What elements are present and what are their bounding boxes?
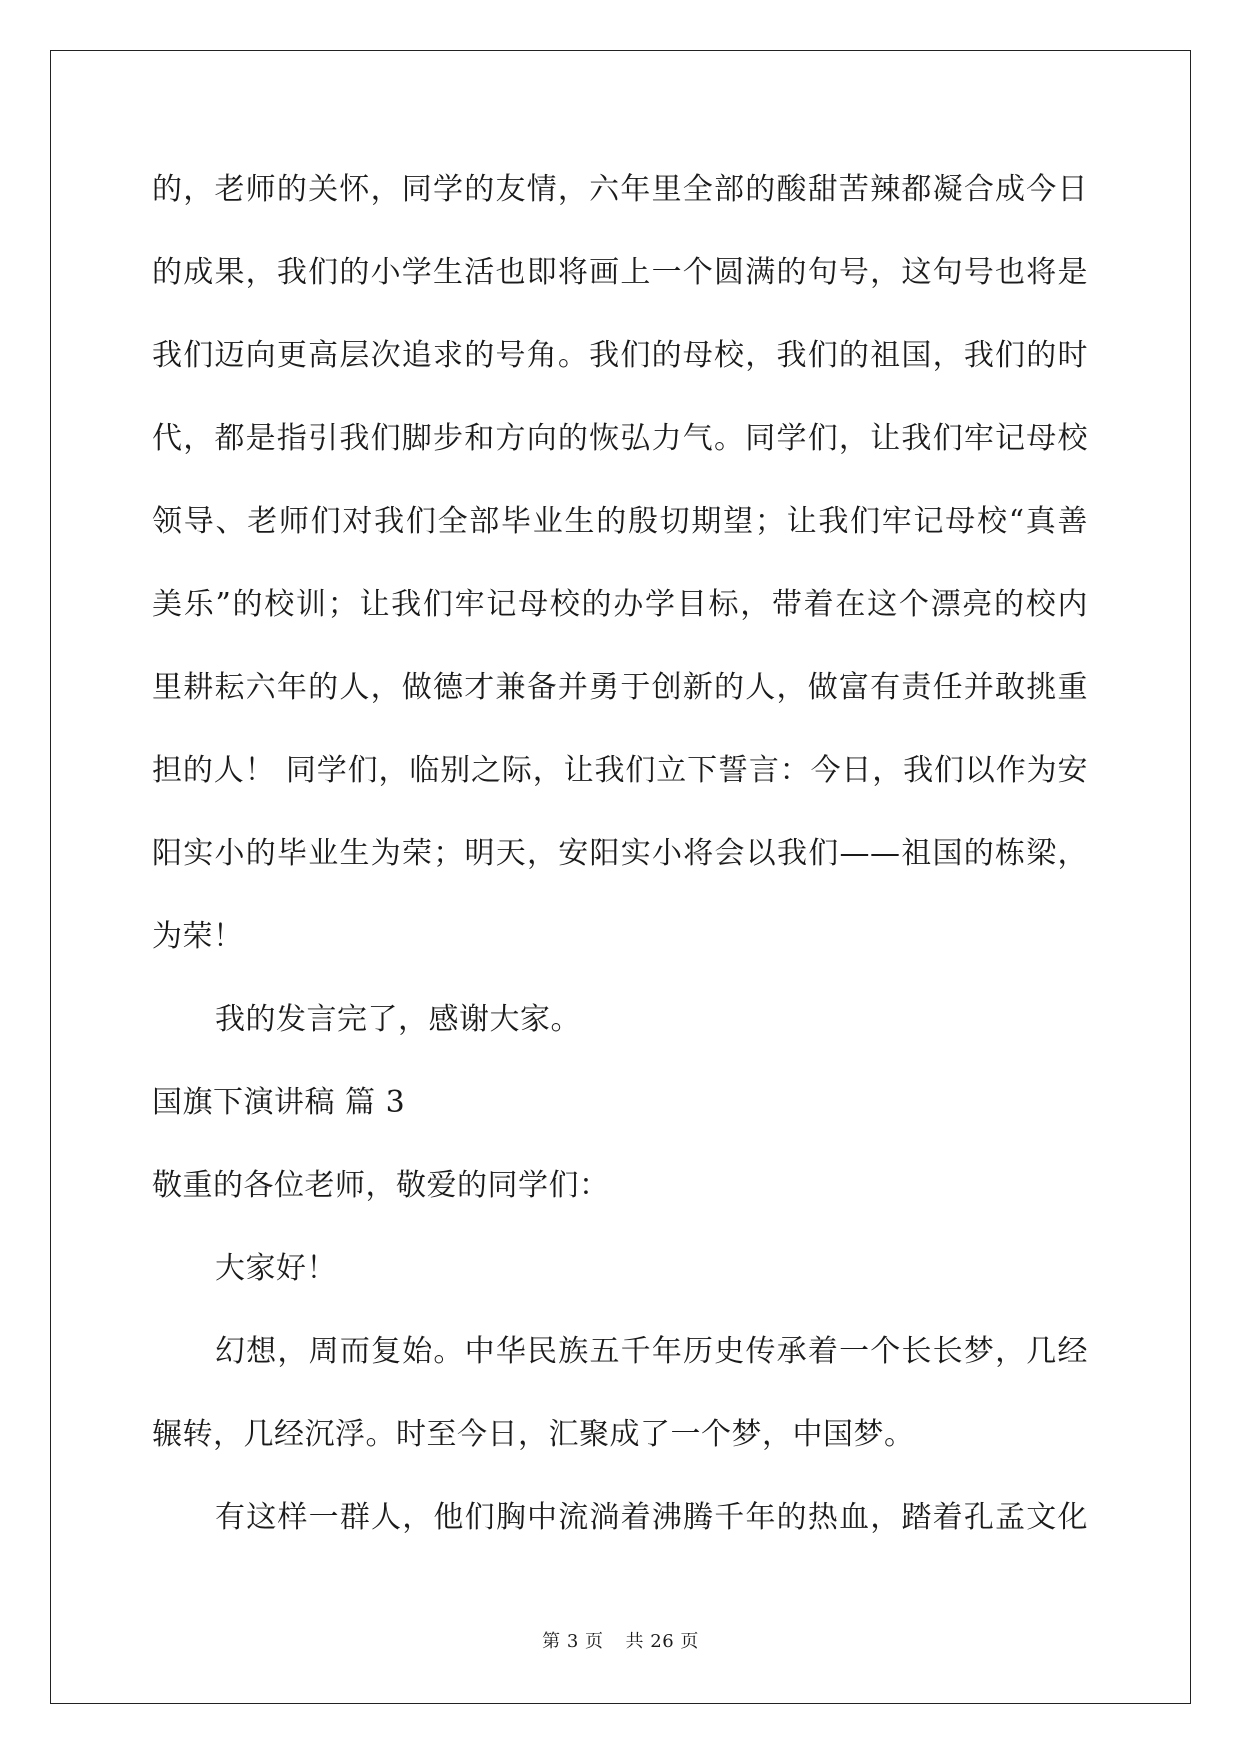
paragraph-line: 为荣！: [152, 919, 244, 954]
paragraph-line: 领导、老师们对我们全部毕业生的殷切期望；让我们牢记母校“真善: [152, 504, 1088, 539]
paragraph-line: 辗转，几经沉浮。时至今日，汇聚成了一个梦，中国梦。: [152, 1417, 915, 1452]
greeting: 大家好！: [215, 1251, 337, 1286]
section-heading: 国旗下演讲稿 篇 3: [152, 1085, 406, 1120]
salutation: 敬重的各位老师，敬爱的同学们：: [152, 1168, 610, 1203]
paragraph-line: 我的发言完了，感谢大家。: [215, 1002, 581, 1037]
page-footer: [0, 1630, 1241, 1654]
paragraph-line: 阳实小的毕业生为荣；明天，安阳实小将会以我们——祖国的栋梁，: [152, 836, 1088, 871]
paragraph-line: 我们迈向更高层次追求的号角。我们的母校，我们的祖国，我们的时: [152, 338, 1088, 373]
paragraph-line: 的，老师的关怀，同学的友情，六年里全部的酸甜苦辣都凝合成今日: [152, 172, 1088, 207]
paragraph-line: 的成果，我们的小学生活也即将画上一个圆满的句号，这句号也将是: [152, 255, 1088, 290]
paragraph-line: 担的人！ 同学们，临别之际，让我们立下誓言：今日，我们以作为安: [152, 753, 1088, 788]
paragraph-line: 幻想，周而复始。中华民族五千年历史传承着一个长长梦，几经: [215, 1334, 1088, 1369]
paragraph-line: 有这样一群人，他们胸中流淌着沸腾千年的热血，踏着孔孟文化: [215, 1500, 1088, 1535]
page-frame: [50, 50, 1191, 1704]
paragraph-line: 代，都是指引我们脚步和方向的恢弘力气。同学们，让我们牢记母校: [152, 421, 1088, 456]
paragraph-line: 美乐”的校训；让我们牢记母校的办学目标，带着在这个漂亮的校内: [152, 587, 1088, 622]
page-number: 第 3 页: [542, 1631, 604, 1652]
page-total: 共 26 页: [625, 1631, 699, 1652]
paragraph-line: 里耕耘六年的人，做德才兼备并勇于创新的人，做富有责任并敢挑重: [152, 670, 1088, 705]
